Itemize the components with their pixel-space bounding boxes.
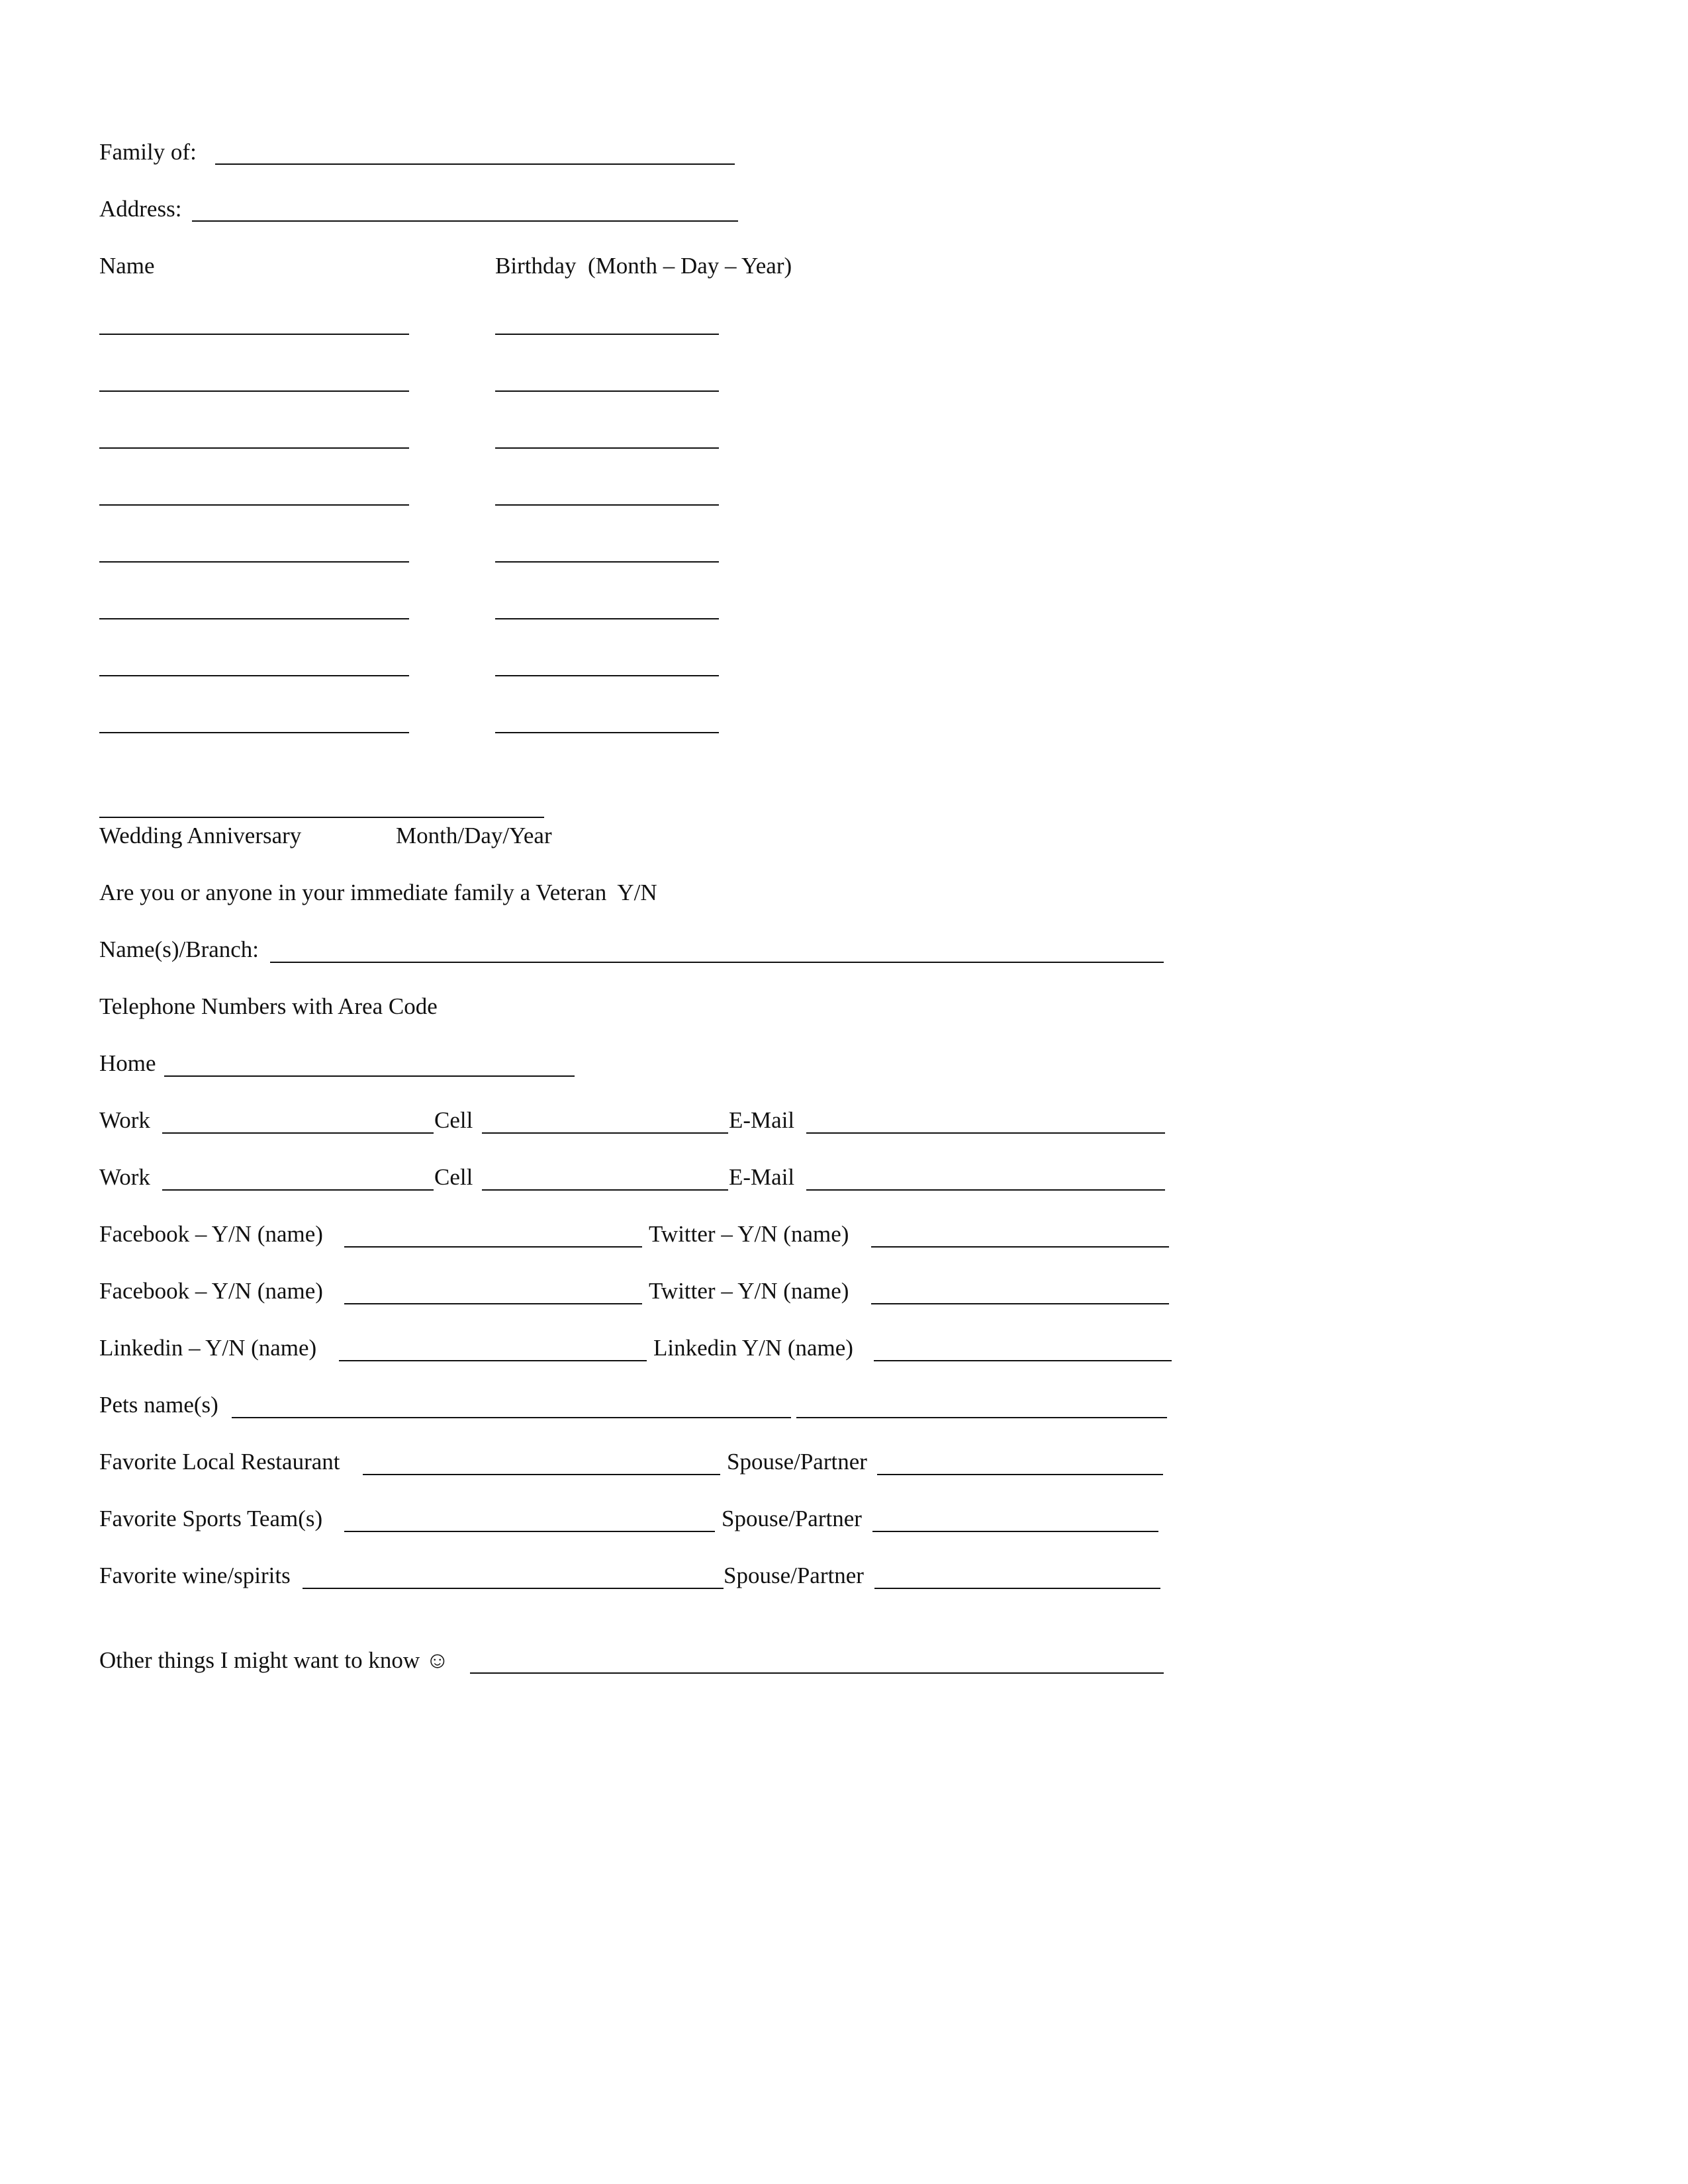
pets-name-field[interactable] xyxy=(232,1417,791,1418)
wedding-anniversary-label: Wedding Anniversary xyxy=(99,823,302,848)
cell-phone-field[interactable] xyxy=(482,1132,728,1134)
work-phone-field[interactable] xyxy=(162,1189,434,1191)
favorite-restaurant-label: Favorite Local Restaurant xyxy=(99,1449,340,1475)
email-label: E-Mail xyxy=(729,1107,795,1133)
name-column-header: Name xyxy=(99,253,155,279)
cell-label: Cell xyxy=(434,1107,473,1133)
names-branch-field[interactable] xyxy=(270,962,1164,963)
birthday-field[interactable] xyxy=(495,675,719,676)
wedding-anniversary-field[interactable] xyxy=(99,817,544,818)
pets-label: Pets name(s) xyxy=(99,1392,218,1418)
pets-name-field-2[interactable] xyxy=(796,1417,1167,1418)
name-field[interactable] xyxy=(99,504,409,506)
telephone-header: Telephone Numbers with Area Code xyxy=(99,993,438,1019)
name-field[interactable] xyxy=(99,675,409,676)
work-label: Work xyxy=(99,1164,150,1190)
name-field[interactable] xyxy=(99,732,409,733)
favorite-restaurant-field[interactable] xyxy=(363,1474,720,1475)
birthday-field[interactable] xyxy=(495,504,719,506)
names-branch-label: Name(s)/Branch: xyxy=(99,936,259,962)
linkedin-name-field[interactable] xyxy=(339,1360,647,1361)
spouse-partner-label: Spouse/Partner xyxy=(724,1563,864,1588)
spouse-restaurant-field[interactable] xyxy=(877,1474,1163,1475)
facebook-name-field[interactable] xyxy=(344,1303,642,1304)
favorite-wine-field[interactable] xyxy=(303,1588,724,1589)
spouse-wine-field[interactable] xyxy=(874,1588,1160,1589)
veteran-question: Are you or anyone in your immediate family a Veteran Y/N xyxy=(99,880,657,905)
twitter-label: Twitter – Y/N (name) xyxy=(649,1278,849,1304)
favorite-wine-label: Favorite wine/spirits xyxy=(99,1563,291,1588)
birthday-column-header: Birthday (Month – Day – Year) xyxy=(495,253,792,279)
spouse-sports-field[interactable] xyxy=(872,1531,1158,1532)
birthday-field[interactable] xyxy=(495,618,719,619)
twitter-label: Twitter – Y/N (name) xyxy=(649,1221,849,1247)
email-field[interactable] xyxy=(806,1189,1165,1191)
family-of-label: Family of: xyxy=(99,139,197,165)
spouse-partner-label: Spouse/Partner xyxy=(727,1449,867,1475)
twitter-name-field[interactable] xyxy=(871,1303,1169,1304)
name-field[interactable] xyxy=(99,447,409,449)
facebook-name-field[interactable] xyxy=(344,1246,642,1248)
birthday-field[interactable] xyxy=(495,447,719,449)
linkedin-label-2: Linkedin Y/N (name) xyxy=(653,1335,853,1361)
name-field[interactable] xyxy=(99,618,409,619)
birthday-field[interactable] xyxy=(495,334,719,335)
linkedin-name-field-2[interactable] xyxy=(874,1360,1172,1361)
address-field[interactable] xyxy=(192,220,738,222)
home-phone-field[interactable] xyxy=(164,1075,575,1077)
email-label: E-Mail xyxy=(729,1164,795,1190)
home-label: Home xyxy=(99,1050,156,1076)
other-things-field[interactable] xyxy=(470,1672,1164,1674)
facebook-label: Facebook – Y/N (name) xyxy=(99,1221,323,1247)
name-field[interactable] xyxy=(99,334,409,335)
favorite-sports-label: Favorite Sports Team(s) xyxy=(99,1506,323,1531)
name-field[interactable] xyxy=(99,561,409,563)
favorite-sports-field[interactable] xyxy=(344,1531,715,1532)
email-field[interactable] xyxy=(806,1132,1165,1134)
linkedin-label: Linkedin – Y/N (name) xyxy=(99,1335,317,1361)
spouse-partner-label: Spouse/Partner xyxy=(722,1506,862,1531)
facebook-label: Facebook – Y/N (name) xyxy=(99,1278,323,1304)
work-label: Work xyxy=(99,1107,150,1133)
family-of-field[interactable] xyxy=(215,163,735,165)
twitter-name-field[interactable] xyxy=(871,1246,1169,1248)
anniversary-date-format-label: Month/Day/Year xyxy=(396,823,552,848)
birthday-field[interactable] xyxy=(495,561,719,563)
work-phone-field[interactable] xyxy=(162,1132,434,1134)
other-things-label: Other things I might want to know ☺ xyxy=(99,1647,449,1673)
address-label: Address: xyxy=(99,196,182,222)
cell-label: Cell xyxy=(434,1164,473,1190)
birthday-field[interactable] xyxy=(495,732,719,733)
birthday-field[interactable] xyxy=(495,390,719,392)
cell-phone-field[interactable] xyxy=(482,1189,728,1191)
name-field[interactable] xyxy=(99,390,409,392)
